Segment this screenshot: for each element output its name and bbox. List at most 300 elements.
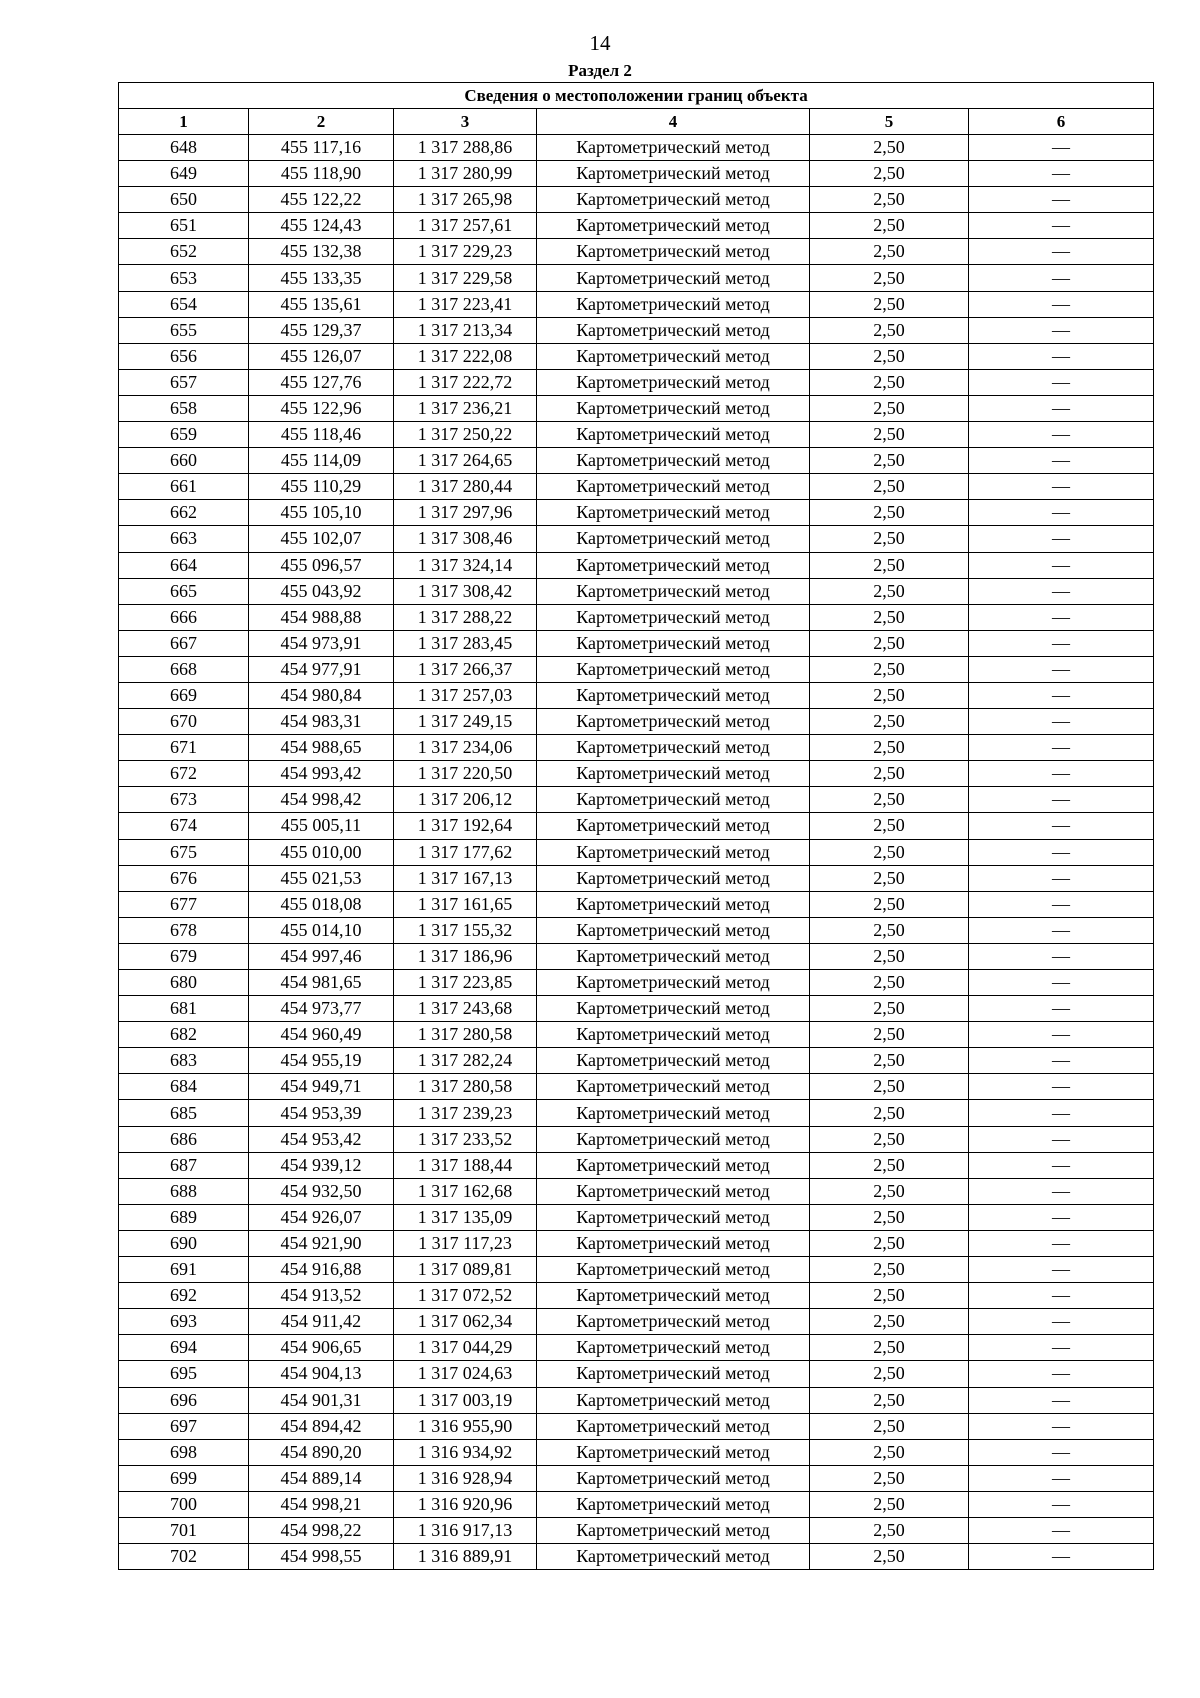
y-coordinate-cell: 1 317 282,24 xyxy=(394,1048,537,1074)
table-row xyxy=(119,1074,1154,1100)
point-number-cell: 666 xyxy=(119,604,249,630)
x-coordinate-cell: 455 124,43 xyxy=(249,213,394,239)
accuracy-cell: 2,50 xyxy=(810,682,969,708)
method-cell: Картометрический метод xyxy=(537,604,810,630)
table-row xyxy=(119,135,1154,161)
y-coordinate-cell: 1 317 257,61 xyxy=(394,213,537,239)
accuracy-cell: 2,50 xyxy=(810,761,969,787)
point-number-cell: 694 xyxy=(119,1335,249,1361)
method-cell: Картометрический метод xyxy=(537,1517,810,1543)
method-cell: Картометрический метод xyxy=(537,656,810,682)
accuracy-cell: 2,50 xyxy=(810,578,969,604)
y-coordinate-cell: 1 317 280,44 xyxy=(394,474,537,500)
x-coordinate-cell: 455 126,07 xyxy=(249,343,394,369)
y-coordinate-cell: 1 317 117,23 xyxy=(394,1230,537,1256)
accuracy-cell: 2,50 xyxy=(810,630,969,656)
method-cell: Картометрический метод xyxy=(537,761,810,787)
accuracy-cell: 2,50 xyxy=(810,317,969,343)
description-cell: — xyxy=(969,787,1154,813)
table-row xyxy=(119,369,1154,395)
point-number-cell: 702 xyxy=(119,1544,249,1570)
point-number-cell: 689 xyxy=(119,1204,249,1230)
method-cell: Картометрический метод xyxy=(537,239,810,265)
accuracy-cell: 2,50 xyxy=(810,1074,969,1100)
y-coordinate-cell: 1 316 920,96 xyxy=(394,1491,537,1517)
method-cell: Картометрический метод xyxy=(537,161,810,187)
accuracy-cell: 2,50 xyxy=(810,656,969,682)
boundary-table xyxy=(118,82,1154,1570)
description-cell: — xyxy=(969,1126,1154,1152)
accuracy-cell: 2,50 xyxy=(810,1544,969,1570)
description-cell: — xyxy=(969,474,1154,500)
point-number-cell: 663 xyxy=(119,526,249,552)
accuracy-cell: 2,50 xyxy=(810,787,969,813)
accuracy-cell: 2,50 xyxy=(810,1257,969,1283)
y-coordinate-cell: 1 317 283,45 xyxy=(394,630,537,656)
table-row xyxy=(119,422,1154,448)
method-cell: Картометрический метод xyxy=(537,1178,810,1204)
y-coordinate-cell: 1 317 222,08 xyxy=(394,343,537,369)
accuracy-cell: 2,50 xyxy=(810,891,969,917)
description-cell: — xyxy=(969,1257,1154,1283)
table-row xyxy=(119,996,1154,1022)
y-coordinate-cell: 1 317 003,19 xyxy=(394,1387,537,1413)
y-coordinate-cell: 1 317 206,12 xyxy=(394,787,537,813)
table-row xyxy=(119,1100,1154,1126)
description-cell: — xyxy=(969,865,1154,891)
accuracy-cell: 2,50 xyxy=(810,474,969,500)
accuracy-cell: 2,50 xyxy=(810,343,969,369)
method-cell: Картометрический метод xyxy=(537,1544,810,1570)
point-number-cell: 651 xyxy=(119,213,249,239)
y-coordinate-cell: 1 317 229,58 xyxy=(394,265,537,291)
table-row xyxy=(119,448,1154,474)
accuracy-cell: 2,50 xyxy=(810,1517,969,1543)
y-coordinate-cell: 1 317 155,32 xyxy=(394,917,537,943)
x-coordinate-cell: 454 981,65 xyxy=(249,970,394,996)
x-coordinate-cell: 455 018,08 xyxy=(249,891,394,917)
table-row xyxy=(119,970,1154,996)
accuracy-cell: 2,50 xyxy=(810,1048,969,1074)
description-cell: — xyxy=(969,1387,1154,1413)
point-number-cell: 676 xyxy=(119,865,249,891)
method-cell: Картометрический метод xyxy=(537,1204,810,1230)
x-coordinate-cell: 454 921,90 xyxy=(249,1230,394,1256)
point-number-cell: 665 xyxy=(119,578,249,604)
point-number-cell: 697 xyxy=(119,1413,249,1439)
x-coordinate-cell: 455 132,38 xyxy=(249,239,394,265)
table-row xyxy=(119,265,1154,291)
point-number-cell: 681 xyxy=(119,996,249,1022)
point-number-cell: 648 xyxy=(119,135,249,161)
method-cell: Картометрический метод xyxy=(537,1048,810,1074)
accuracy-cell: 2,50 xyxy=(810,422,969,448)
y-coordinate-cell: 1 317 220,50 xyxy=(394,761,537,787)
table-row xyxy=(119,787,1154,813)
accuracy-cell: 2,50 xyxy=(810,1491,969,1517)
description-cell: — xyxy=(969,1465,1154,1491)
accuracy-cell: 2,50 xyxy=(810,369,969,395)
accuracy-cell: 2,50 xyxy=(810,265,969,291)
method-cell: Картометрический метод xyxy=(537,135,810,161)
table-row xyxy=(119,1152,1154,1178)
y-coordinate-cell: 1 317 223,41 xyxy=(394,291,537,317)
accuracy-cell: 2,50 xyxy=(810,395,969,421)
x-coordinate-cell: 455 043,92 xyxy=(249,578,394,604)
table-row xyxy=(119,474,1154,500)
method-cell: Картометрический метод xyxy=(537,970,810,996)
method-cell: Картометрический метод xyxy=(537,1335,810,1361)
y-coordinate-cell: 1 317 024,63 xyxy=(394,1361,537,1387)
point-number-cell: 654 xyxy=(119,291,249,317)
point-number-cell: 678 xyxy=(119,917,249,943)
table-row xyxy=(119,1335,1154,1361)
description-cell: — xyxy=(969,291,1154,317)
table-row xyxy=(119,213,1154,239)
method-cell: Картометрический метод xyxy=(537,552,810,578)
description-cell: — xyxy=(969,1074,1154,1100)
table-row xyxy=(119,526,1154,552)
accuracy-cell: 2,50 xyxy=(810,917,969,943)
method-cell: Картометрический метод xyxy=(537,448,810,474)
method-cell: Картометрический метод xyxy=(537,1309,810,1335)
point-number-cell: 668 xyxy=(119,656,249,682)
description-cell: — xyxy=(969,1100,1154,1126)
method-cell: Картометрический метод xyxy=(537,1126,810,1152)
description-cell: — xyxy=(969,996,1154,1022)
point-number-cell: 683 xyxy=(119,1048,249,1074)
method-cell: Картометрический метод xyxy=(537,865,810,891)
description-cell: — xyxy=(969,422,1154,448)
description-cell: — xyxy=(969,735,1154,761)
description-cell: — xyxy=(969,343,1154,369)
description-cell: — xyxy=(969,917,1154,943)
x-coordinate-cell: 455 110,29 xyxy=(249,474,394,500)
accuracy-cell: 2,50 xyxy=(810,500,969,526)
point-number-cell: 691 xyxy=(119,1257,249,1283)
accuracy-cell: 2,50 xyxy=(810,970,969,996)
point-number-cell: 659 xyxy=(119,422,249,448)
description-cell: — xyxy=(969,317,1154,343)
table-row xyxy=(119,1126,1154,1152)
x-coordinate-cell: 455 021,53 xyxy=(249,865,394,891)
method-cell: Картометрический метод xyxy=(537,343,810,369)
table-row xyxy=(119,630,1154,656)
table-caption-row xyxy=(119,83,1154,109)
description-cell: — xyxy=(969,161,1154,187)
description-cell: — xyxy=(969,1413,1154,1439)
point-number-cell: 653 xyxy=(119,265,249,291)
point-number-cell: 671 xyxy=(119,735,249,761)
x-coordinate-cell: 455 129,37 xyxy=(249,317,394,343)
y-coordinate-cell: 1 317 264,65 xyxy=(394,448,537,474)
point-number-cell: 672 xyxy=(119,761,249,787)
point-number-cell: 685 xyxy=(119,1100,249,1126)
method-cell: Картометрический метод xyxy=(537,369,810,395)
x-coordinate-cell: 454 890,20 xyxy=(249,1439,394,1465)
table-row xyxy=(119,552,1154,578)
y-coordinate-cell: 1 317 297,96 xyxy=(394,500,537,526)
accuracy-cell: 2,50 xyxy=(810,1413,969,1439)
point-number-cell: 670 xyxy=(119,709,249,735)
y-coordinate-cell: 1 317 280,99 xyxy=(394,161,537,187)
method-cell: Картометрический метод xyxy=(537,1439,810,1465)
table-row xyxy=(119,917,1154,943)
accuracy-cell: 2,50 xyxy=(810,1230,969,1256)
accuracy-cell: 2,50 xyxy=(810,1361,969,1387)
method-cell: Картометрический метод xyxy=(537,395,810,421)
accuracy-cell: 2,50 xyxy=(810,161,969,187)
point-number-cell: 661 xyxy=(119,474,249,500)
x-coordinate-cell: 455 127,76 xyxy=(249,369,394,395)
table-row xyxy=(119,891,1154,917)
y-coordinate-cell: 1 317 072,52 xyxy=(394,1283,537,1309)
y-coordinate-cell: 1 317 177,62 xyxy=(394,839,537,865)
table-row xyxy=(119,239,1154,265)
x-coordinate-cell: 454 998,21 xyxy=(249,1491,394,1517)
x-coordinate-cell: 455 118,46 xyxy=(249,422,394,448)
description-cell: — xyxy=(969,1048,1154,1074)
point-number-cell: 696 xyxy=(119,1387,249,1413)
table-row xyxy=(119,1413,1154,1439)
column-header: 2 xyxy=(249,109,394,135)
y-coordinate-cell: 1 316 917,13 xyxy=(394,1517,537,1543)
table-row xyxy=(119,500,1154,526)
y-coordinate-cell: 1 317 288,86 xyxy=(394,135,537,161)
description-cell: — xyxy=(969,1230,1154,1256)
description-cell: — xyxy=(969,1283,1154,1309)
x-coordinate-cell: 455 105,10 xyxy=(249,500,394,526)
method-cell: Картометрический метод xyxy=(537,1283,810,1309)
table-row xyxy=(119,187,1154,213)
description-cell: — xyxy=(969,578,1154,604)
point-number-cell: 650 xyxy=(119,187,249,213)
x-coordinate-cell: 454 960,49 xyxy=(249,1022,394,1048)
x-coordinate-cell: 454 932,50 xyxy=(249,1178,394,1204)
x-coordinate-cell: 454 894,42 xyxy=(249,1413,394,1439)
accuracy-cell: 2,50 xyxy=(810,552,969,578)
point-number-cell: 657 xyxy=(119,369,249,395)
x-coordinate-cell: 454 980,84 xyxy=(249,682,394,708)
y-coordinate-cell: 1 317 192,64 xyxy=(394,813,537,839)
description-cell: — xyxy=(969,1439,1154,1465)
point-number-cell: 679 xyxy=(119,943,249,969)
accuracy-cell: 2,50 xyxy=(810,187,969,213)
method-cell: Картометрический метод xyxy=(537,891,810,917)
description-cell: — xyxy=(969,1178,1154,1204)
y-coordinate-cell: 1 317 044,29 xyxy=(394,1335,537,1361)
point-number-cell: 690 xyxy=(119,1230,249,1256)
method-cell: Картометрический метод xyxy=(537,996,810,1022)
point-number-cell: 687 xyxy=(119,1152,249,1178)
table-row xyxy=(119,1048,1154,1074)
x-coordinate-cell: 455 122,96 xyxy=(249,395,394,421)
column-header: 3 xyxy=(394,109,537,135)
point-number-cell: 695 xyxy=(119,1361,249,1387)
method-cell: Картометрический метод xyxy=(537,1361,810,1387)
column-header: 6 xyxy=(969,109,1154,135)
accuracy-cell: 2,50 xyxy=(810,604,969,630)
accuracy-cell: 2,50 xyxy=(810,239,969,265)
point-number-cell: 698 xyxy=(119,1439,249,1465)
accuracy-cell: 2,50 xyxy=(810,996,969,1022)
y-coordinate-cell: 1 317 222,72 xyxy=(394,369,537,395)
x-coordinate-cell: 454 939,12 xyxy=(249,1152,394,1178)
point-number-cell: 699 xyxy=(119,1465,249,1491)
y-coordinate-cell: 1 317 266,37 xyxy=(394,656,537,682)
table-body xyxy=(119,135,1154,1570)
method-cell: Картометрический метод xyxy=(537,1491,810,1517)
method-cell: Картометрический метод xyxy=(537,943,810,969)
table-row xyxy=(119,943,1154,969)
method-cell: Картометрический метод xyxy=(537,917,810,943)
description-cell: — xyxy=(969,1309,1154,1335)
y-coordinate-cell: 1 316 955,90 xyxy=(394,1413,537,1439)
accuracy-cell: 2,50 xyxy=(810,1022,969,1048)
x-coordinate-cell: 454 983,31 xyxy=(249,709,394,735)
point-number-cell: 677 xyxy=(119,891,249,917)
description-cell: — xyxy=(969,448,1154,474)
x-coordinate-cell: 455 010,00 xyxy=(249,839,394,865)
x-coordinate-cell: 454 993,42 xyxy=(249,761,394,787)
accuracy-cell: 2,50 xyxy=(810,1283,969,1309)
point-number-cell: 662 xyxy=(119,500,249,526)
x-coordinate-cell: 454 953,42 xyxy=(249,1126,394,1152)
method-cell: Картометрический метод xyxy=(537,500,810,526)
x-coordinate-cell: 455 135,61 xyxy=(249,291,394,317)
column-header: 5 xyxy=(810,109,969,135)
description-cell: — xyxy=(969,1152,1154,1178)
method-cell: Картометрический метод xyxy=(537,813,810,839)
y-coordinate-cell: 1 317 280,58 xyxy=(394,1022,537,1048)
y-coordinate-cell: 1 317 162,68 xyxy=(394,1178,537,1204)
accuracy-cell: 2,50 xyxy=(810,813,969,839)
method-cell: Картометрический метод xyxy=(537,317,810,343)
x-coordinate-cell: 454 889,14 xyxy=(249,1465,394,1491)
accuracy-cell: 2,50 xyxy=(810,943,969,969)
description-cell: — xyxy=(969,604,1154,630)
description-cell: — xyxy=(969,1335,1154,1361)
accuracy-cell: 2,50 xyxy=(810,448,969,474)
accuracy-cell: 2,50 xyxy=(810,1100,969,1126)
x-coordinate-cell: 454 998,42 xyxy=(249,787,394,813)
method-cell: Картометрический метод xyxy=(537,1465,810,1491)
method-cell: Картометрический метод xyxy=(537,578,810,604)
table-row xyxy=(119,1491,1154,1517)
table-row xyxy=(119,865,1154,891)
x-coordinate-cell: 454 953,39 xyxy=(249,1100,394,1126)
x-coordinate-cell: 455 117,16 xyxy=(249,135,394,161)
description-cell: — xyxy=(969,395,1154,421)
method-cell: Картометрический метод xyxy=(537,187,810,213)
x-coordinate-cell: 454 949,71 xyxy=(249,1074,394,1100)
point-number-cell: 675 xyxy=(119,839,249,865)
x-coordinate-cell: 455 122,22 xyxy=(249,187,394,213)
y-coordinate-cell: 1 317 249,15 xyxy=(394,709,537,735)
point-number-cell: 686 xyxy=(119,1126,249,1152)
table-row xyxy=(119,161,1154,187)
method-cell: Картометрический метод xyxy=(537,474,810,500)
x-coordinate-cell: 454 977,91 xyxy=(249,656,394,682)
description-cell: — xyxy=(969,891,1154,917)
table-row xyxy=(119,709,1154,735)
point-number-cell: 656 xyxy=(119,343,249,369)
y-coordinate-cell: 1 317 250,22 xyxy=(394,422,537,448)
description-cell: — xyxy=(969,135,1154,161)
table-row xyxy=(119,656,1154,682)
description-cell: — xyxy=(969,1022,1154,1048)
y-coordinate-cell: 1 317 234,06 xyxy=(394,735,537,761)
method-cell: Картометрический метод xyxy=(537,265,810,291)
point-number-cell: 652 xyxy=(119,239,249,265)
accuracy-cell: 2,50 xyxy=(810,1204,969,1230)
table-row xyxy=(119,1022,1154,1048)
method-cell: Картометрический метод xyxy=(537,1152,810,1178)
x-coordinate-cell: 454 916,88 xyxy=(249,1257,394,1283)
y-coordinate-cell: 1 317 161,65 xyxy=(394,891,537,917)
table-row xyxy=(119,682,1154,708)
column-header: 1 xyxy=(119,109,249,135)
point-number-cell: 649 xyxy=(119,161,249,187)
x-coordinate-cell: 454 904,13 xyxy=(249,1361,394,1387)
table-row xyxy=(119,1257,1154,1283)
accuracy-cell: 2,50 xyxy=(810,709,969,735)
x-coordinate-cell: 455 118,90 xyxy=(249,161,394,187)
method-cell: Картометрический метод xyxy=(537,291,810,317)
description-cell: — xyxy=(969,709,1154,735)
x-coordinate-cell: 455 114,09 xyxy=(249,448,394,474)
y-coordinate-cell: 1 317 257,03 xyxy=(394,682,537,708)
table-row xyxy=(119,1465,1154,1491)
accuracy-cell: 2,50 xyxy=(810,1465,969,1491)
x-coordinate-cell: 455 133,35 xyxy=(249,265,394,291)
table-row xyxy=(119,1439,1154,1465)
description-cell: — xyxy=(969,630,1154,656)
point-number-cell: 682 xyxy=(119,1022,249,1048)
y-coordinate-cell: 1 317 229,23 xyxy=(394,239,537,265)
description-cell: — xyxy=(969,813,1154,839)
y-coordinate-cell: 1 317 233,52 xyxy=(394,1126,537,1152)
table-row xyxy=(119,291,1154,317)
x-coordinate-cell: 454 998,55 xyxy=(249,1544,394,1570)
table-row xyxy=(119,1517,1154,1543)
accuracy-cell: 2,50 xyxy=(810,1309,969,1335)
description-cell: — xyxy=(969,187,1154,213)
description-cell: — xyxy=(969,1517,1154,1543)
accuracy-cell: 2,50 xyxy=(810,291,969,317)
method-cell: Картометрический метод xyxy=(537,1022,810,1048)
point-number-cell: 660 xyxy=(119,448,249,474)
method-cell: Картометрический метод xyxy=(537,1074,810,1100)
accuracy-cell: 2,50 xyxy=(810,735,969,761)
accuracy-cell: 2,50 xyxy=(810,1335,969,1361)
table-row xyxy=(119,604,1154,630)
table-row xyxy=(119,1387,1154,1413)
y-coordinate-cell: 1 316 928,94 xyxy=(394,1465,537,1491)
method-cell: Картометрический метод xyxy=(537,213,810,239)
x-coordinate-cell: 454 901,31 xyxy=(249,1387,394,1413)
point-number-cell: 692 xyxy=(119,1283,249,1309)
table-row xyxy=(119,395,1154,421)
table-row xyxy=(119,578,1154,604)
accuracy-cell: 2,50 xyxy=(810,1439,969,1465)
x-coordinate-cell: 454 973,77 xyxy=(249,996,394,1022)
x-coordinate-cell: 454 955,19 xyxy=(249,1048,394,1074)
description-cell: — xyxy=(969,526,1154,552)
method-cell: Картометрический метод xyxy=(537,1230,810,1256)
y-coordinate-cell: 1 317 265,98 xyxy=(394,187,537,213)
y-coordinate-cell: 1 317 239,23 xyxy=(394,1100,537,1126)
